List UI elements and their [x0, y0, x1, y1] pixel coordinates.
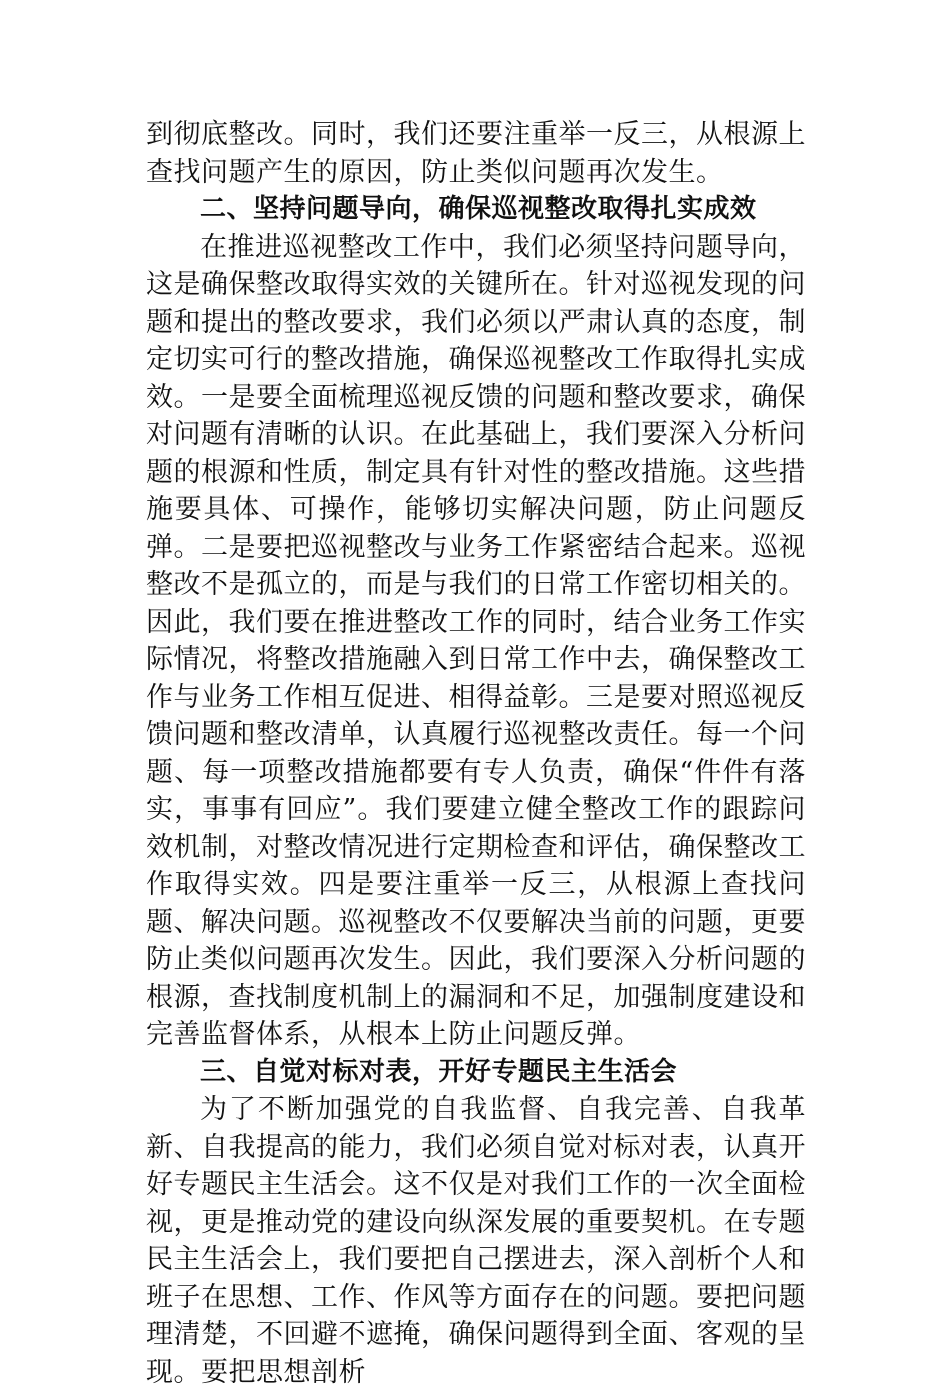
- paragraph-section-2: 在推进巡视整改工作中，我们必须坚持问题导向，这是确保整改取得实效的关键所在。针对巡视发现的问题和提出的整改要求，我们必须以严肃认真的态度，制定切实可行的整改措施，确保巡视整改工作取得扎实成效。一是要全面梳理巡视反馈的问题和整改要求，确保对问题有清晰的认识。在此基础上，我们要深入分析问题的根源和性质，制定具有针对性的整改措施。这些措施要具体、可操作，能够切实解决问题，防止问题反弹。二是要把巡视整改与业务工作紧密结合起来。巡视整改不是孤立的，而是与我们的日常工作密切相关的。因此，我们要在推进整改工作的同时，结合业务工作实际情况，将整改措施融入到日常工作中去，确保整改工作与业务工作相互促进、相得益彰。三是要对照巡视反馈问题和整改清单，认真履行巡视整改责任。每一个问题、每一项整改措施都要有专人负责，确保“件件有落实，事事有回应”。我们要建立健全整改工作的跟踪问效机制，对整改情况进行定期检查和评估，确保整改工作取得实效。四是要注重举一反三，从根源上查找问题、解决问题。巡视整改不仅要解决当前的问题，更要防止类似问题再次发生。因此，我们要深入分析问题的根源，查找制度机制上的漏洞和不足，加强制度建设和完善监督体系，从根本上防止问题反弹。: [146, 231, 806, 1050]
- paragraph-section-3: 为了不断加强党的自我监督、自我完善、自我革新、自我提高的能力，我们必须自觉对标对表，认真开好专题民主生活会。这不仅是对我们工作的一次全面检视，更是推动党的建设向纵深发展的重要契机。在专题民主生活会上，我们要把自己摆进去，深入剖析个人和班子在思想、工作、作风等方面存在的问题。要把问题理清楚，不回避不遮掩，确保问题得到全面、客观的呈现。要把思想剖析: [146, 1094, 806, 1388]
- section-heading-3: 三、自觉对标对表，开好专题民主生活会: [200, 1056, 678, 1087]
- section-heading-2: 二、坚持问题导向，确保巡视整改取得扎实成效: [200, 194, 757, 224]
- document-page: [146, 116, 806, 1391]
- paragraph-continuation: 到彻底整改。同时，我们还要注重举一反三，从根源上查找问题产生的原因，防止类似问题再次发生。: [146, 119, 806, 188]
